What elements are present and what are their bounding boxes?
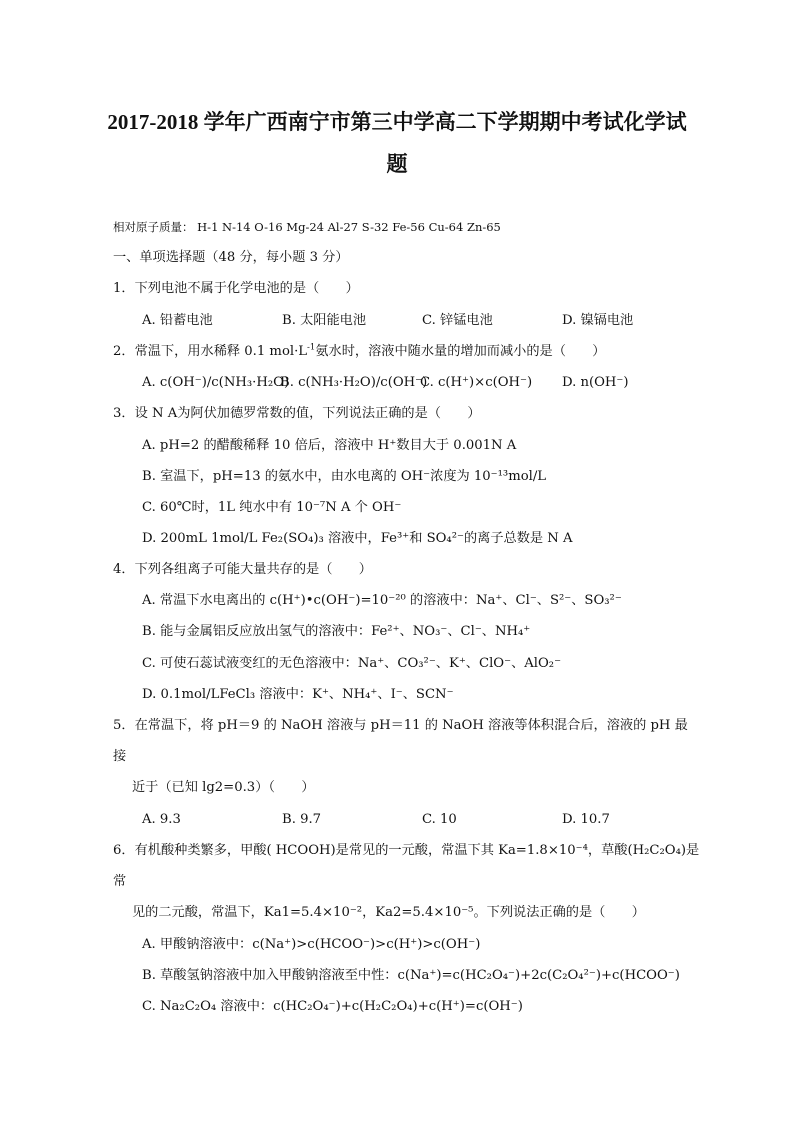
q5-option-c: C. 10 [422, 812, 457, 827]
q2-option-b: B. c(NH₃·H₂O)/c(OH⁻) [280, 375, 428, 390]
q3-option-c: C. 60℃时，1L 纯水中有 10⁻⁷N A 个 OH⁻ [142, 500, 402, 515]
question-1-stem: 1．下列电池不属于化学电池的是（ ） [113, 281, 359, 296]
q5-option-b: B. 9.7 [282, 812, 322, 827]
q2-option-d: D. n(OH⁻) [562, 375, 629, 390]
q6-option-b: B. 草酸氢钠溶液中加入甲酸钠溶液至中性：c(Na⁺)=c(HC₂O₄⁻)+2c(C₂O₄²⁻)+c(HCOO⁻) [142, 968, 680, 983]
q3-option-a: A. pH=2 的醋酸稀释 10 倍后，溶液中 H⁺数目大于 0.001N A [142, 438, 517, 453]
q6-option-c: C. Na₂C₂O₄ 溶液中：c(HC₂O₄⁻)+c(H₂C₂O₄)+c(H⁺)=c(OH⁻) [142, 999, 523, 1014]
question-5-stem-line1: 5．在常温下，将 pH＝9 的 NaOH 溶液与 pH＝11 的 NaOH 溶液等体积混合后，溶液的 pH 最 [113, 718, 688, 733]
exam-title-line2: 题 [386, 152, 408, 176]
question-3-stem: 3．设 N A为阿伏加德罗常数的值，下列说法正确的是（ ） [113, 406, 481, 421]
q3-option-d: D. 200mL 1mol/L Fe₂(SO₄)₃ 溶液中，Fe³⁺和 SO₄²⁻的离子总数是 N A [142, 531, 573, 546]
q5-option-d: D. 10.7 [562, 812, 610, 827]
q2-option-c: C. c(H⁺)×c(OH⁻) [420, 375, 533, 390]
q3-option-b: B. 室温下，pH=13 的氨水中，由水电离的 OH⁻浓度为 10⁻¹³mol/L [142, 469, 547, 484]
question-6-stem-line1: 6．有机酸种类繁多，甲酸( HCOOH)是常见的一元酸，常温下其 Ka=1.8×10⁻⁴，草酸(H₂C₂O₄)是 [113, 843, 700, 858]
exam-title-line1: 2017-2018 学年广西南宁市第三中学高二下学期期中考试化学试 [107, 110, 687, 134]
q4-option-b: B. 能与金属铝反应放出氢气的溶液中：Fe²⁺、NO₃⁻、Cl⁻、NH₄⁺ [142, 624, 531, 639]
question-6-stem-line2: 常 [113, 874, 127, 889]
q4-option-c: C. 可使石蕊试液变红的无色溶液中：Na⁺、CO₃²⁻、K⁺、ClO⁻、AlO₂⁻ [142, 656, 562, 671]
q2-option-a: A. c(OH⁻)/c(NH₃·H₂O) [142, 375, 290, 390]
q6-option-a: A. 甲酸钠溶液中：c(Na⁺)>c(HCOO⁻)>c(H⁺)>c(OH⁻) [142, 937, 481, 952]
q5-option-a: A. 9.3 [142, 812, 181, 827]
q1-option-d: D. 镍镉电池 [562, 313, 634, 328]
q4-option-a: A. 常温下水电离出的 c(H⁺)•c(OH⁻)=10⁻²⁰ 的溶液中：Na⁺、Cl⁻、S²⁻、SO₃²⁻ [142, 593, 622, 608]
question-4-stem: 4．下列各组离子可能大量共存的是（ ） [113, 562, 372, 577]
section-heading: 一、单项选择题（48 分，每小题 3 分） [113, 250, 349, 265]
question-2-stem: 2．常温下，用水稀释 0.1 $mol\cdot L^{-1}$氨水时，溶液中随水量的增加而减小的是（ ） [113, 342, 606, 359]
q1-option-c: C. 锌锰电池 [422, 313, 493, 328]
question-6-stem-line3: 见的二元酸，常温下，Ka1=5.4×10⁻²，Ka2=5.4×10⁻⁵。下列说法正确的是（ ） [132, 905, 645, 920]
q1-option-b: B. 太阳能电池 [282, 313, 367, 328]
question-5-stem-line2: 接 [113, 749, 127, 764]
atomic-mass-line: 相对原子质量： H-1 N-14 O-16 Mg-24 Al-27 S-32 Fe-56 Cu-64 Zn-65 [113, 220, 501, 234]
question-5-stem-line3: 近于（已知 lg2=0.3）（ ） [132, 780, 315, 795]
q1-option-a: A. 铅蓄电池 [142, 313, 213, 328]
q4-option-d: D. 0.1mol/LFeCl₃ 溶液中：K⁺、NH₄⁺、I⁻、SCN⁻ [142, 687, 454, 702]
